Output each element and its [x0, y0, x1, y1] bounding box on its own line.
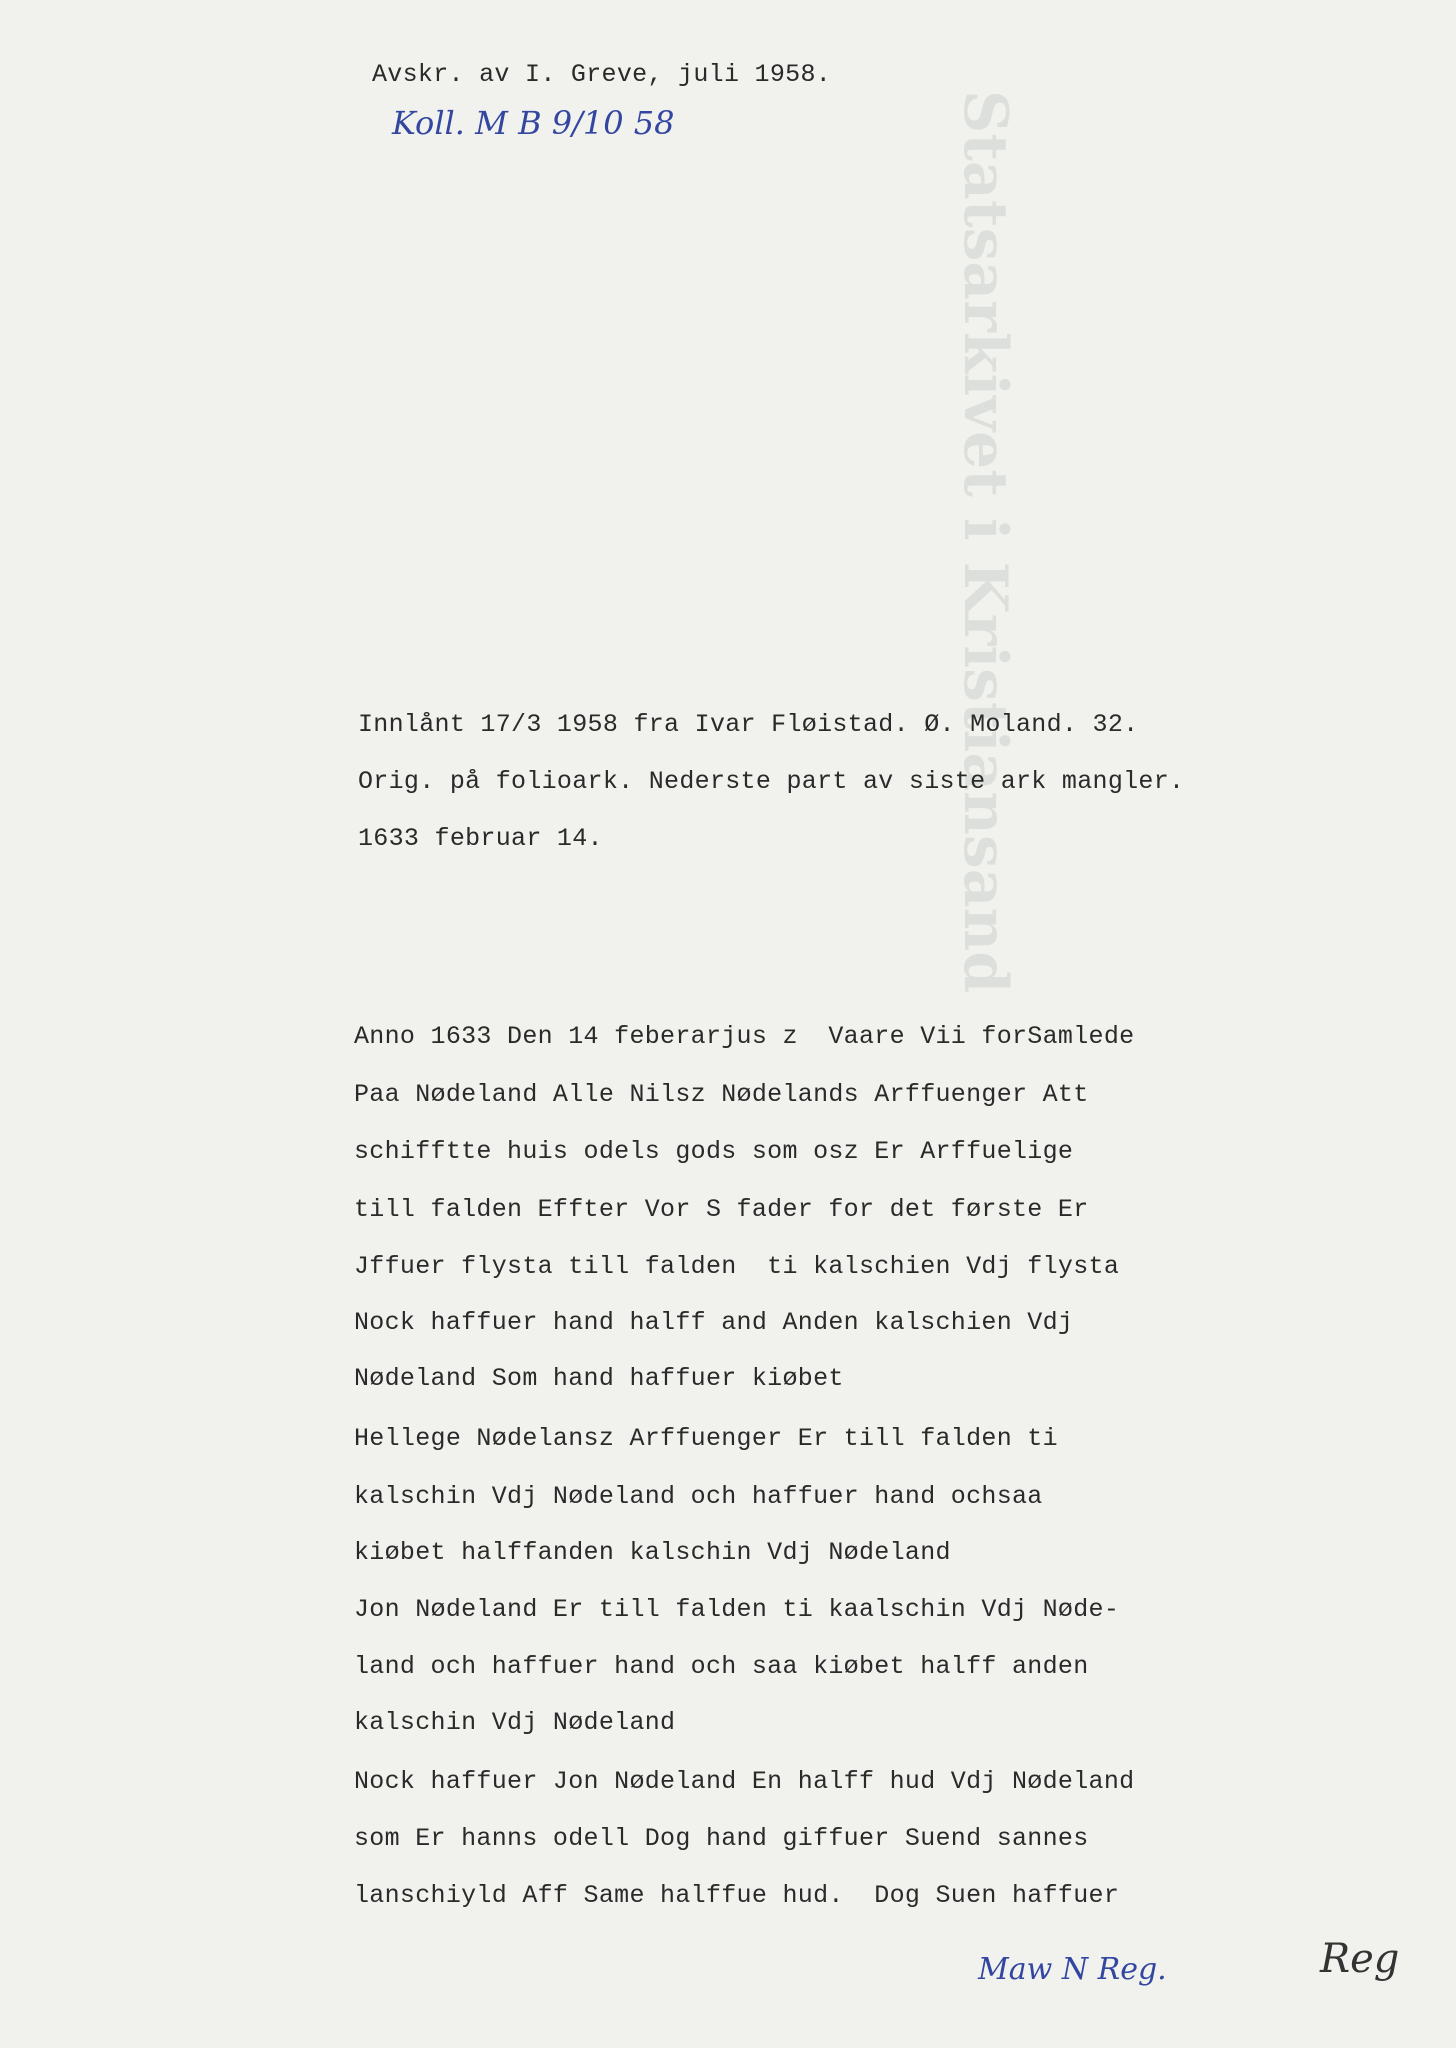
transcript-line: schifftte huis odels gods som osz Er Arffuelige	[354, 1137, 1074, 1166]
transcript-line: Jon Nødeland Er till falden ti kaalschin Vdj Nøde-	[354, 1595, 1120, 1624]
transcript-line: Jffuer flysta till falden ti kalschien Vdj flysta	[354, 1252, 1120, 1281]
source-line: 1633 februar 14.	[358, 824, 603, 853]
transcript-line: kalschin Vdj Nødeland	[354, 1708, 676, 1737]
transcript-line: Anno 1633 Den 14 feberarjus z Vaare Vii forSamlede	[354, 1022, 1135, 1051]
collection-note: Koll. M B 9/10 58	[392, 104, 675, 142]
register-note: Maw N Reg.	[978, 1952, 1167, 1987]
transcript-line: kiøbet halffanden kalschin Vdj Nødeland	[354, 1538, 951, 1567]
source-line: Orig. på folioark. Nederste part av siste ark mangler.	[358, 767, 1185, 796]
source-line: Innlånt 17/3 1958 fra Ivar Fløistad. Ø. Moland. 32.	[358, 710, 1139, 739]
corner-note: Reg	[1320, 1936, 1400, 1982]
transcript-line: Nødeland Som hand haffuer kiøbet	[354, 1364, 844, 1393]
transcript-line: till falden Effter Vor S fader for det første Er	[354, 1195, 1089, 1224]
transcript-line: Hellege Nødelansz Arffuenger Er till falden ti	[354, 1424, 1058, 1453]
transcriber-line: Avskr. av I. Greve, juli 1958.	[372, 60, 832, 89]
transcript-line: Nock haffuer Jon Nødeland En halff hud Vdj Nødeland	[354, 1767, 1135, 1796]
transcript-line: lanschiyld Aff Same halffue hud. Dog Suen haffuer	[354, 1881, 1120, 1910]
transcript-line: Paa Nødeland Alle Nilsz Nødelands Arffuenger Att	[354, 1080, 1089, 1109]
transcript-line: som Er hanns odell Dog hand giffuer Suend sannes	[354, 1824, 1089, 1853]
transcript-line: kalschin Vdj Nødeland och haffuer hand ochsaa	[354, 1482, 1043, 1511]
transcript-line: Nock haffuer hand halff and Anden kalschien Vdj	[354, 1308, 1074, 1337]
show-through-stamp: Statsarkivet i Kristiansand	[950, 90, 1020, 994]
transcript-line: land och haffuer hand och saa kiøbet halff anden	[354, 1652, 1089, 1681]
